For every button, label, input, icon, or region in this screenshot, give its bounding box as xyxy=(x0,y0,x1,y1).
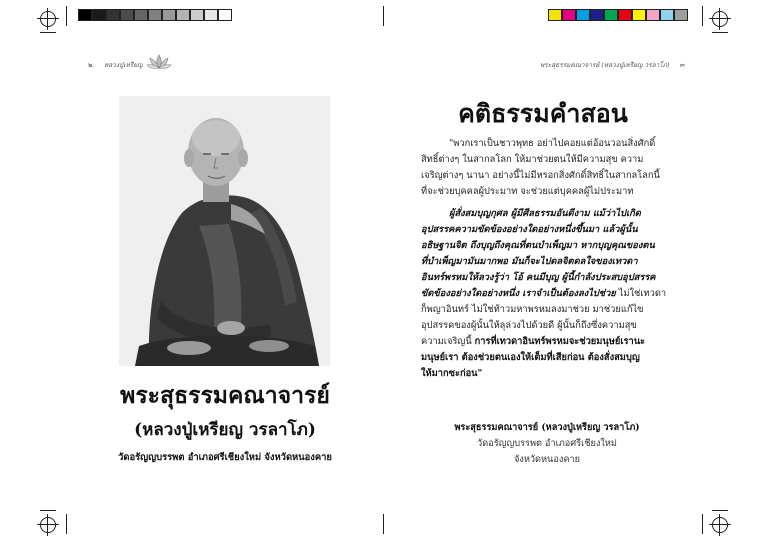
plain-span: ไม่ใช่เทวดา xyxy=(615,288,667,299)
center-crop-mark xyxy=(383,6,384,26)
right-running-header: พระสุธรรมคณาจารย์ (หลวงปู่เหรียญ วรลาโภ) xyxy=(540,61,670,69)
monk-alias: (หลวงปู่เหรียญ วรลาโภ) xyxy=(134,420,316,440)
gray-swatch xyxy=(204,9,218,21)
crop-mark xyxy=(40,32,56,33)
paragraph-line: "พวกเราเป็นชาวพุทธ อย่าไปคอยแต่อ้อนวอนสิ่งศักดิ์ xyxy=(449,138,656,149)
crop-mark xyxy=(702,6,703,26)
paragraph-line: ก็พญาอินทร์ ไม่ใช่ท้าวมหาพรหมลงมาช่วย มาช่วยแก้ไข xyxy=(421,304,644,315)
registration-mark-top-right xyxy=(712,11,728,27)
emphasis-line: ผู้สั่งสมบุญกุศล ผู้มีศีลธรรมอันดีงาม แม้ว่าไปเกิด xyxy=(449,208,641,219)
registration-mark-top-left xyxy=(40,11,56,27)
plain-span: ความเจริญนี้ xyxy=(421,336,475,347)
registration-mark-bottom-left xyxy=(40,517,56,533)
crop-mark xyxy=(702,514,703,534)
crop-mark xyxy=(66,514,67,534)
gray-swatch xyxy=(218,9,232,21)
teaching-title: คติธรรมคำสอน xyxy=(458,99,628,128)
color-swatch xyxy=(618,9,632,21)
crop-mark xyxy=(40,510,56,511)
crop-mark xyxy=(712,510,728,511)
color-bar xyxy=(548,9,688,21)
color-swatch xyxy=(674,9,688,21)
gray-swatch xyxy=(176,9,190,21)
lotus-icon xyxy=(146,53,172,71)
bold-line: มนุษย์เรา ต้องช่วยตนเองให้เต็มที่เสียก่อน ต้องสั่งสมบุญ xyxy=(421,352,640,363)
temple-location: วัดอรัญญบรรพต อำเภอศรีเชียงใหม่ จังหวัดหนองคาย xyxy=(118,452,332,463)
signature-name: พระสุธรรมคณาจารย์ (หลวงปู่เหรียญ วรลาโภ) xyxy=(454,422,640,433)
gray-swatch xyxy=(78,9,92,21)
portrait-photo xyxy=(119,96,330,366)
color-swatch xyxy=(632,9,646,21)
emphasis-line: ที่บำเพ็ญมามันมากพอ มันก็จะไปดลจิตดลใจของเทวดา xyxy=(421,256,638,267)
gray-swatch xyxy=(92,9,106,21)
color-swatch xyxy=(646,9,660,21)
color-swatch xyxy=(548,9,562,21)
color-swatch xyxy=(576,9,590,21)
mixed-line xyxy=(421,286,673,302)
monk-name: พระสุธรรมคณาจารย์ xyxy=(120,382,330,409)
mixed-line xyxy=(421,334,673,350)
bold-line: ให้มากซะก่อน" xyxy=(421,368,483,379)
left-running-header: หลวงปู่เหรียญ xyxy=(104,61,143,69)
bold-span: การที่เทวดาอินทร์พรหมจะช่วยมนุษย์เรานะ xyxy=(474,336,646,347)
paragraph-line: สิทธิ์ต่างๆ ในสากลโลก ให้มาช่วยตนให้มีความสุข ความ xyxy=(421,154,644,165)
crop-mark xyxy=(66,6,67,26)
gray-swatch xyxy=(106,9,120,21)
gray-swatch xyxy=(190,9,204,21)
gray-swatch xyxy=(134,9,148,21)
left-page-number: ๒ xyxy=(88,61,93,69)
center-crop-mark xyxy=(383,514,384,534)
signature-temple: วัดอรัญญบรรพต อำเภอศรีเชียงใหม่ xyxy=(477,438,617,449)
emphasis-line: อธิษฐานจิต ถึงบุญถึงคุณที่ตนบำเพ็ญมา หากบุญคุณของตน xyxy=(421,240,655,251)
paragraph-line: ที่จะช่วยบุคคลผู้ประมาท จะช่วยแต่บุคคลผู้ไม่ประมาท xyxy=(421,186,634,197)
right-page-number: ๓ xyxy=(680,61,685,69)
teaching-body xyxy=(421,136,673,382)
emphasis-line: อุปสรรคความขัดข้องอย่างใดอย่างหนึ่งขึ้นมา แล้วผู้นั้น xyxy=(421,224,638,235)
signature-province: จังหวัดหนองคาย xyxy=(513,454,581,465)
crop-mark xyxy=(712,32,728,33)
paragraph-line: เจริญต่างๆ นานา อย่างนี้ไม่มีหรอกสิ่งศักดิ์สิทธิ์ในสากลโลกนี้ xyxy=(421,170,660,181)
gray-color-bar xyxy=(78,9,232,21)
emphasis-span: ขัดข้องอย่างใดอย่างหนึ่ง เราจำเป็นต้องลงไปช่วย xyxy=(421,288,616,299)
color-swatch xyxy=(660,9,674,21)
gray-swatch xyxy=(148,9,162,21)
gray-swatch xyxy=(120,9,134,21)
paragraph-line: อุปสรรคของผู้นั้นให้ลุล่วงไปด้วยดี ผู้นั้นก็ถึงซึ่งความสุข xyxy=(421,320,637,331)
color-swatch xyxy=(590,9,604,21)
color-swatch xyxy=(604,9,618,21)
emphasis-line: อินทร์พรหมให้ลวงรู้ว่า โอ้ คนมีบุญ ผู้นี้กำลังประสบอุปสรรค xyxy=(421,272,656,283)
registration-mark-bottom-right xyxy=(712,517,728,533)
color-swatch xyxy=(562,9,576,21)
gray-swatch xyxy=(162,9,176,21)
